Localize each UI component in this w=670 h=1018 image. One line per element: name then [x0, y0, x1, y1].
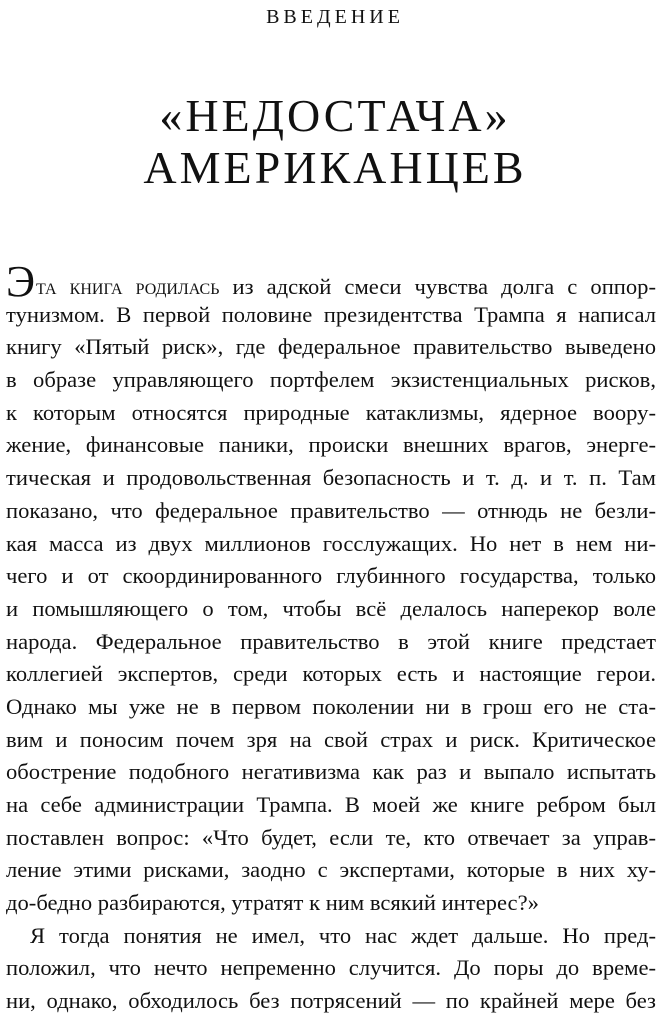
paragraph-1-line: тическая и продовольственная безопасность и т. д. и т. п. Там — [6, 465, 656, 491]
paragraph-1-line: на себе администрации Трампа. В моей же книге ребром был — [6, 792, 656, 817]
paragraph-1-line: обострение подобного негативизма как раз и выпало испытать — [6, 759, 656, 785]
paragraph-1-line: вим и поносим почем зря на свой страх и риск. Критическое — [6, 726, 656, 752]
drop-cap: Э — [6, 266, 36, 299]
paragraph-1-line: кая масса из двух миллионов госслужащих. Но нет в нем ни- — [6, 530, 656, 556]
paragraph-1-line: чего и от скоординированного глубинного государства, только — [6, 563, 656, 589]
paragraph-1-line: Однако мы уже не в первом поколении ни в грош его не ста- — [6, 693, 656, 719]
paragraph-1-line: в образе управляющего портфелем экзистенциальных рисков, — [6, 367, 656, 393]
chapter-title-line-1: «НЕДОСТАЧА» — [159, 90, 511, 141]
paragraph-1-line: и помышляющего о том, чтобы всё делалось наперекор воле — [6, 595, 656, 621]
paragraph-1-line-1 — [6, 266, 656, 299]
paragraph-2-line: ни, однако, обходилось без потрясений — по крайней мере без — [6, 988, 656, 1014]
paragraph-1-line: жение, финансовые паники, происки внешних врагов, энерге- — [6, 432, 656, 458]
paragraph-1-line: поставлен вопрос: «Что будет, если те, кто отвечает за управ- — [6, 824, 656, 850]
paragraph-1-line: показано, что федеральное правительство — отнюдь не безли- — [6, 497, 656, 523]
paragraph-1-line: книгу «Пятый риск», где федеральное правительство выведено — [6, 334, 656, 360]
paragraph-1-line-1-text: из адской смеси чувства долга с оппор- — [219, 274, 656, 299]
chapter-title-line-2: АМЕРИКАНЦЕВ — [143, 142, 527, 193]
paragraph-2-line: положил, что нечто непременно случится. До поры до време- — [6, 955, 656, 981]
paragraph-1-line: коллегией экспертов, среди которых есть и настоящие герои. — [6, 661, 656, 687]
paragraph-1-line: до-бедно разбираются, утратят к ним всякий интерес?» — [6, 890, 539, 916]
paragraph-1-line: ление этими рисками, заодно с экспертами, которые в них ху- — [6, 857, 656, 883]
paragraph-2-line: Я тогда понятия не имел, что нас ждет дальше. Но пред- — [30, 922, 656, 948]
paragraph-1-line: тунизмом. В первой половине президентства Трампа я написал — [6, 301, 656, 327]
chapter-title — [0, 90, 670, 194]
paragraph-1-line: к которым относятся природные катаклизмы, ядерное воору- — [6, 399, 656, 425]
section-heading: ВВЕДЕНИЕ — [266, 6, 404, 28]
paragraph-1-line: народа. Федеральное правительство в этой книге предстает — [6, 628, 656, 654]
body-text — [6, 266, 656, 1018]
lead-in-text: та книга родилась — [36, 274, 220, 299]
